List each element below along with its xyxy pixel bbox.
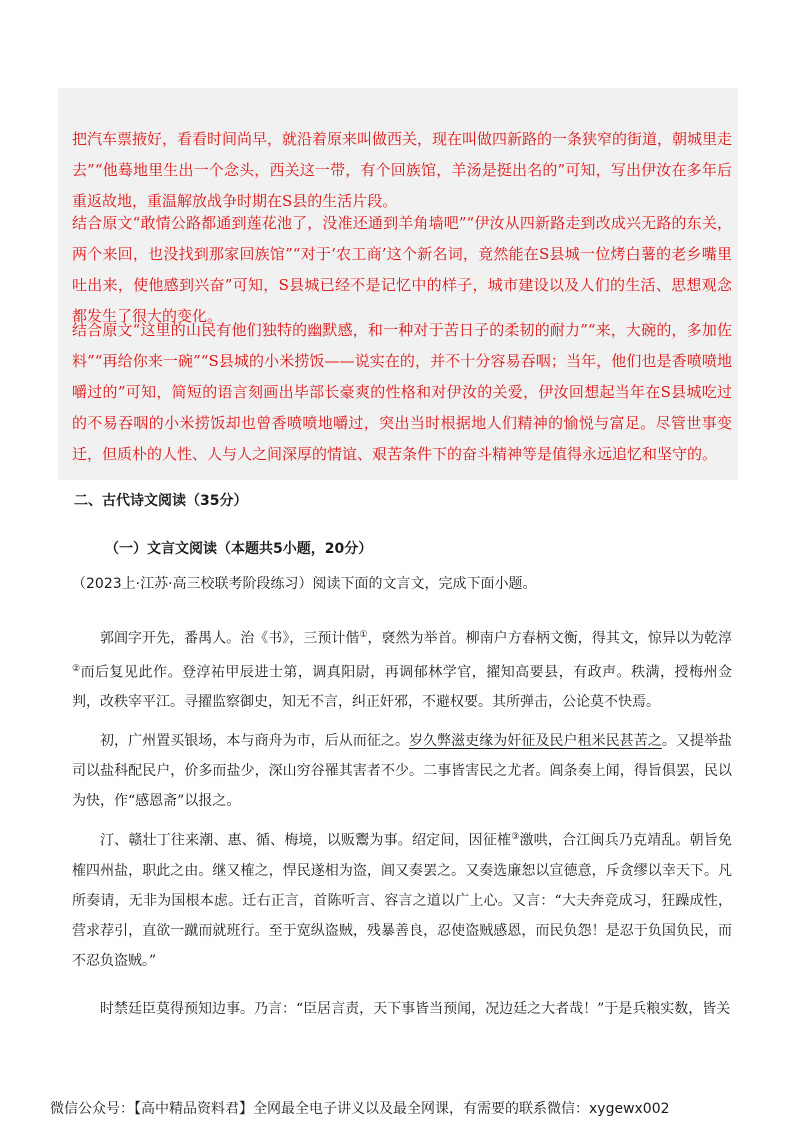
- footnote-marker: ①: [359, 630, 368, 640]
- text-segment: 汀、赣壮丁往来潮、惠、循、梅境，以贩鬻为事。绍定间，因征榷: [100, 832, 512, 849]
- question-intro: （2023上·江苏·高三校联考阶段练习）阅读下面的文言文，完成下面小题。: [72, 576, 537, 592]
- text-segment: 郭阊字开先，番禺人。治《书》，三预计偕: [100, 630, 360, 647]
- footnote-marker: ②: [72, 663, 81, 674]
- classical-paragraph-2: [72, 726, 732, 816]
- sub-title: （一）文言文阅读（本题共5小题，20分）: [105, 541, 373, 557]
- answer-paragraph-2: 结合原文“敢情公路都通到莲花池了，没准还通到羊角墙吧”“伊汝从四新路走到改成兴无路的东关，两个来回，也没找到那家回族馆”“对于‘农工商’这个新名词，竟然能在S县城一位烤白薯的老乡嘴里吐出来，使他感到兴奋”可知，S县城已经不是记忆中的样子，城市建设以及人们的生活、思想观念都发生了很大的变化。: [72, 214, 732, 325]
- text-segment: 初，广州置买银场，本与商舟为市，后从而征之。: [100, 733, 409, 749]
- text-segment: 而后复见此作。登淳祐甲辰进士第，调真阳尉，再调郁林学官，擢知高要县，有政声。秩满，授梅州佥判，改秩宰平江。寻擢监察御史，知无不言，纠正奸邪，不避权要。其所弹击，公论莫不快焉。: [72, 664, 732, 711]
- text-segment: ，褎然为举首。柳南户方春柄文衡，得其文，惊异以为乾淳: [367, 630, 732, 647]
- underlined-sentence: 岁久弊滋吏缘为奸征及民户租米民甚苦之: [409, 733, 662, 749]
- footer-notice: 微信公众号：【高中精品资料君】全网最全电子讲义以及最全网课，有需要的联系微信：xygewx002: [50, 1101, 670, 1117]
- footnote-marker: ③: [511, 832, 520, 842]
- classical-paragraph-1: [72, 620, 732, 717]
- text-segment: 。又提举盐司以盐科配民户，价多而盐少，深山穷谷罹其害者不少。二事皆害民之尤者。阊条奏上闻，得旨俱罢，民以为快，作“感恩斋”以报之。: [72, 733, 733, 809]
- classical-paragraph-3: [72, 822, 732, 976]
- section-title: 二、古代诗文阅读（35分）: [74, 493, 248, 509]
- classical-paragraph-4: 时禁廷臣莫得预知边事。乃言：“臣居言责，天下事皆当预闻，况边廷之大者哉！”于是兵粮实数，皆关: [100, 1001, 731, 1017]
- text-segment: 激哄，合江闽兵乃克靖乱。朝旨免榷四州盐，职此之由。继又榷之，悍民遂相为盗，阊又奏罢之。又奏选廉恕以宣德意，斥贪缪以幸天下。凡所奏请，无非为国根本虑。迁右正言，首陈听言、容言之道以广上心。又言：“大夫奔竞成习，狂躁成性，营求荐引，直欲一蹴而就班行。至于宽纵盗贼，残暴善良，忍使盗贼感恩，而民负怨！是忍于负国负民，而不忍负盗贼。”: [72, 832, 733, 969]
- answer-paragraph-3: 结合原文“这里的山民有他们独特的幽默感，和一种对于苦日子的柔韧的耐力”“来，大碗的，多加佐料”“再给你来一碗”“S县城的小米捞饭——说实在的，并不十分容易吞咽；当年，他们也是香喷喷地嚼过的”可知，简短的语言刻画出毕部长豪爽的性格和对伊汝的关爱，伊汝回想起当年在S县城吃过的不易吞咽的小米捞饭却也曾香喷喷地嚼过，突出当时根据地人们精神的愉悦与富足。尽管世事变迁，但质朴的人性、人与人之间深厚的情谊、艰苦条件下的奋斗精神等是值得永远追忆和坚守的。: [72, 321, 732, 463]
- answer-paragraph-1: 把汽车票掖好，看看时间尚早，就沿着原来叫做西关，现在叫做四新路的一条狭窄的街道，朝城里走去”“他蓦地里生出一个念头，西关这一带，有个回族馆，羊汤是挺出名的”可知，写出伊汝在多年后重返故地，重温解放战争时期在S县的生活片段。: [72, 130, 733, 210]
